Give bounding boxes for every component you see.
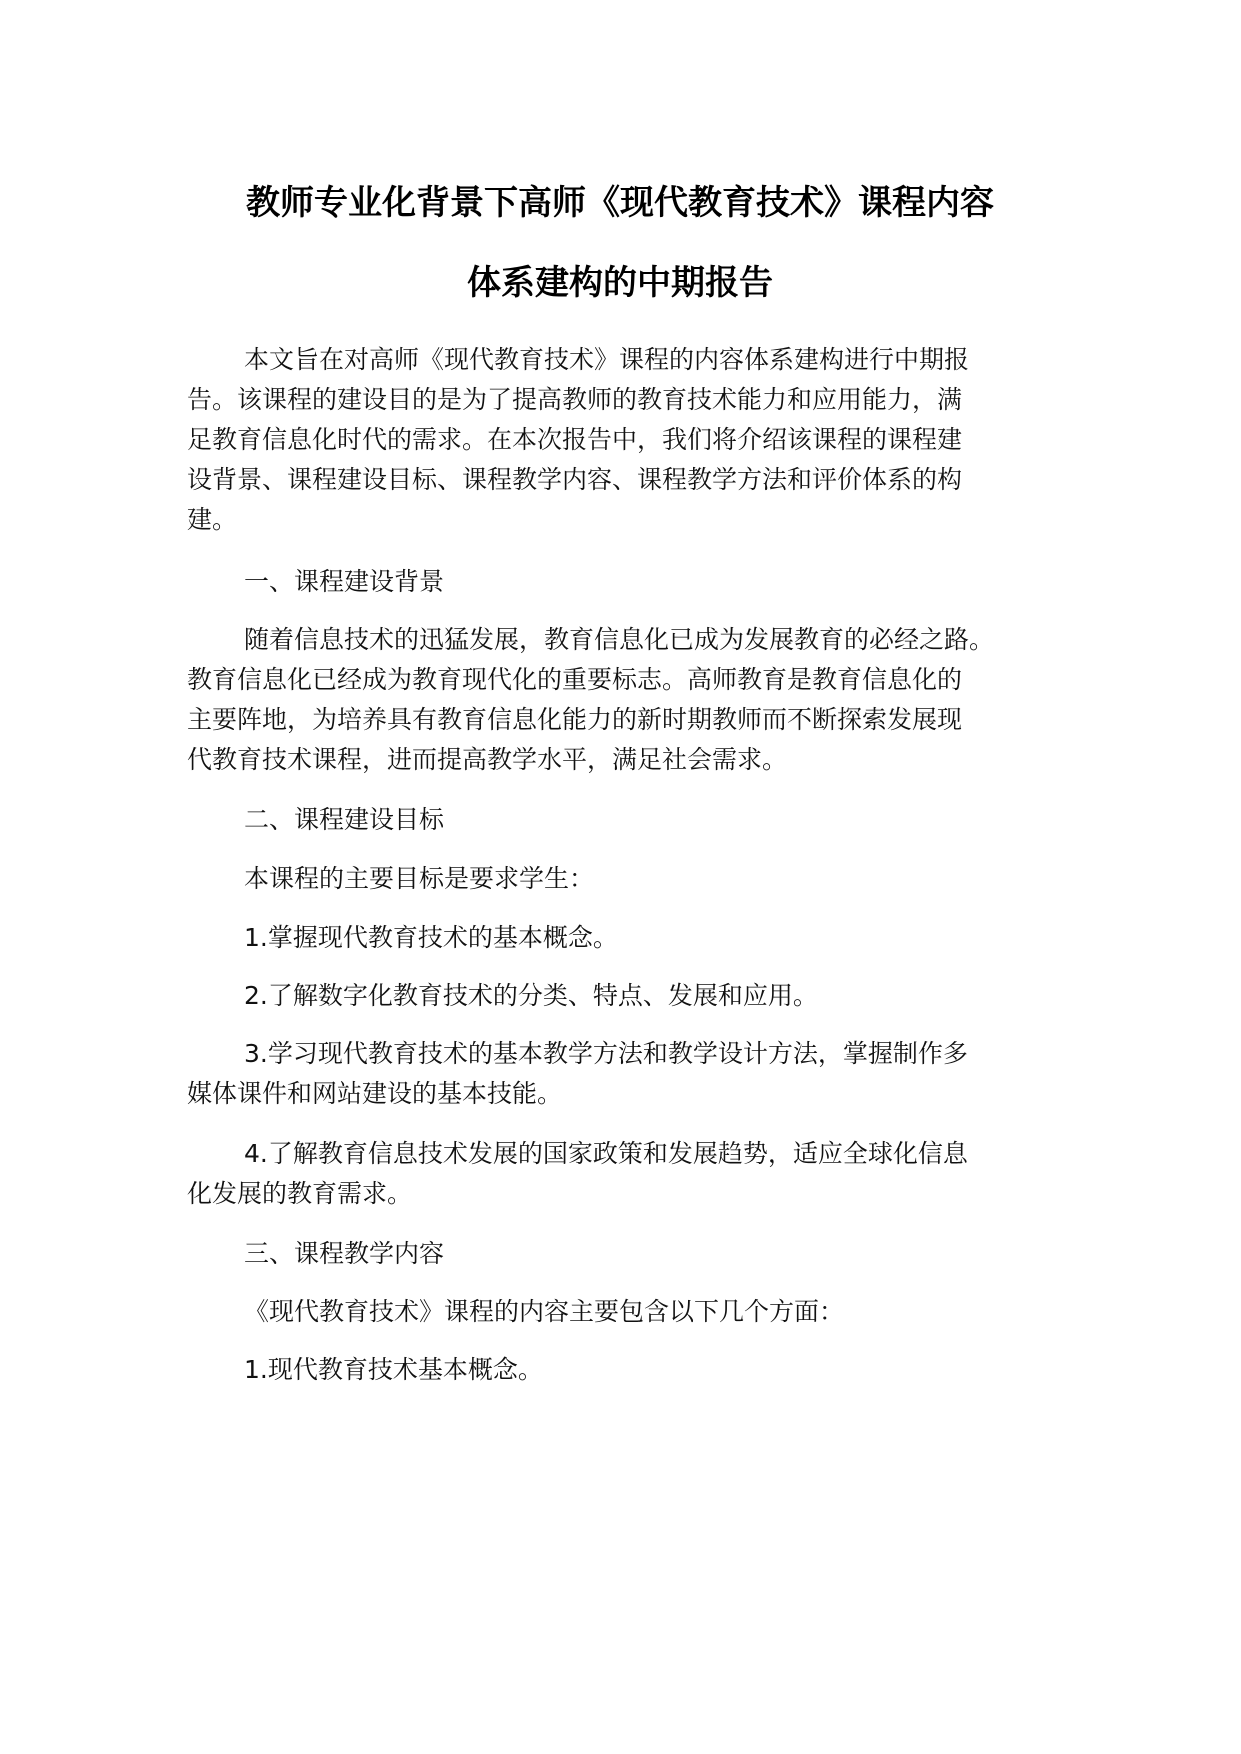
heading-text: 一、课程建设背景 [244, 567, 445, 596]
goal-item-1 [187, 918, 1087, 958]
goal-item-3-line-1: 3.学习现代教育技术的基本教学方法和教学设计方法，掌握制作多 [244, 1039, 968, 1068]
section-heading-content [187, 1234, 1087, 1274]
intro-line-4: 设背景、课程建设目标、课程教学内容、课程教学方法和评价体系的构 [187, 465, 963, 494]
goal-item-4 [187, 1134, 1087, 1214]
document-title-line-2: 体系建构的中期报告 [467, 263, 773, 303]
section-heading-background [187, 562, 1087, 602]
intro-line-1: 本文旨在对高师《现代教育技术》课程的内容体系建构进行中期报 [244, 345, 970, 374]
goal-item-3-line-2: 媒体课件和网站建设的基本技能。 [187, 1079, 563, 1108]
goals-intro-text: 本课程的主要目标是要求学生： [244, 864, 595, 893]
intro-line-3: 足教育信息化时代的需求。在本次报告中，我们将介绍该课程的课程建 [187, 425, 963, 454]
intro-paragraph [187, 340, 1087, 540]
goal-item-4-line-1: 4.了解教育信息技术发展的国家政策和发展趋势，适应全球化信息 [244, 1139, 968, 1168]
section-heading-goals [187, 800, 1087, 840]
heading-text: 三、课程教学内容 [244, 1239, 445, 1268]
goal-item-3 [187, 1034, 1087, 1114]
document-title-line-1: 教师专业化背景下高师《现代教育技术》课程内容 [246, 183, 994, 223]
background-line-4: 代教育技术课程，进而提高教学水平，满足社会需求。 [187, 745, 788, 774]
heading-text: 二、课程建设目标 [244, 805, 445, 834]
intro-line-5: 建。 [187, 505, 238, 534]
intro-line-2: 告。该课程的建设目的是为了提高教师的教育技术能力和应用能力，满 [187, 385, 963, 414]
content-intro [187, 1292, 1087, 1332]
background-line-3: 主要阵地，为培养具有教育信息化能力的新时期教师而不断探索发展现 [187, 705, 963, 734]
background-line-1: 随着信息技术的迅猛发展，教育信息化已成为发展教育的必经之路。 [244, 625, 995, 654]
goal-item-4-line-2: 化发展的教育需求。 [187, 1179, 413, 1208]
content-item-1 [187, 1350, 1087, 1390]
goal-item-text: 1.掌握现代教育技术的基本概念。 [244, 923, 618, 952]
goals-intro [187, 859, 1087, 899]
content-item-text: 1.现代教育技术基本概念。 [244, 1355, 543, 1384]
background-line-2: 教育信息化已经成为教育现代化的重要标志。高师教育是教育信息化的 [187, 665, 963, 694]
goal-item-text: 2.了解数字化教育技术的分类、特点、发展和应用。 [244, 981, 818, 1010]
background-paragraph [187, 620, 1087, 780]
content-intro-text: 《现代教育技术》课程的内容主要包含以下几个方面： [244, 1297, 845, 1326]
goal-item-2 [187, 976, 1087, 1016]
